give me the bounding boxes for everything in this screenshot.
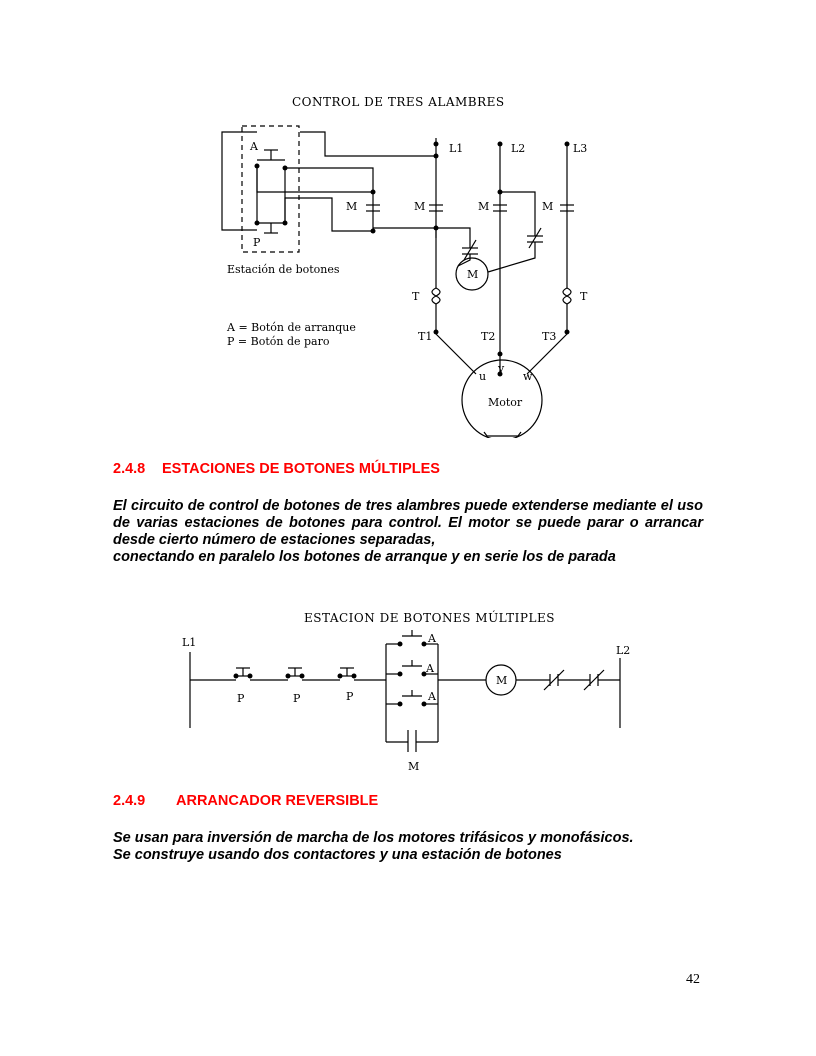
page-number: 42	[686, 972, 700, 987]
label-m-l3: M	[542, 200, 554, 213]
label-coil: M	[496, 674, 508, 687]
label-t2: T2	[481, 330, 496, 343]
label-t3: T3	[542, 330, 557, 343]
label-v: v	[498, 362, 505, 375]
three-wire-control-diagram	[200, 88, 620, 438]
legend-a: A = Botón de arranque	[227, 321, 356, 334]
label-p: P	[253, 236, 261, 249]
label-m-l1: M	[414, 200, 426, 213]
station-caption: Estación de botones	[227, 263, 340, 276]
label-l2: L2	[616, 644, 631, 657]
label-l2: L2	[511, 142, 526, 155]
paragraph-line-2: Se construye usando dos contactores y una estación de botones	[113, 847, 562, 863]
label-a1: A	[428, 632, 436, 645]
multiple-stations-diagram	[170, 596, 650, 776]
label-a: A	[250, 140, 258, 153]
label-t-right: T	[580, 290, 588, 303]
label-a3: A	[428, 690, 436, 703]
label-a2: A	[426, 662, 434, 675]
paragraph-line-1: Se usan para inversión de marcha de los motores trifásicos y monofásicos.	[113, 830, 634, 846]
diagram2-title: ESTACION DE BOTONES MÚLTIPLES	[304, 611, 555, 625]
label-p1: P	[237, 692, 245, 705]
label-l3: L3	[573, 142, 588, 155]
label-l1: L1	[449, 142, 464, 155]
label-motor: Motor	[488, 396, 523, 409]
label-p3: P	[346, 690, 354, 703]
section-number: 2.4.8	[113, 461, 146, 477]
label-w: w	[523, 370, 533, 383]
label-coil: M	[467, 268, 479, 281]
label-p2: P	[293, 692, 301, 705]
label-t1: T1	[418, 330, 433, 343]
label-t-left: T	[412, 290, 420, 303]
diagram1-title: CONTROL DE TRES ALAMBRES	[292, 95, 505, 109]
section-title: ARRANCADOR REVERSIBLE	[176, 793, 379, 809]
label-m-aux: M	[346, 200, 358, 213]
label-u: u	[479, 370, 487, 383]
section-paragraph-2	[113, 830, 703, 864]
section-heading-2-4-8	[113, 461, 440, 477]
paragraph-body: El circuito de control de botones de tres alambres puede extenderse mediante el uso de varias estaciones de botones para control. El motor se puede parar o arrancar desde cierto número de estaciones separadas,	[113, 498, 703, 548]
section-heading-2-4-9	[113, 793, 378, 809]
section-title: ESTACIONES DE BOTONES MÚLTIPLES	[162, 461, 440, 477]
legend-p: P = Botón de paro	[227, 335, 330, 348]
section-number: 2.4.9	[113, 793, 146, 809]
label-m-l2: M	[478, 200, 490, 213]
section-paragraph	[113, 498, 703, 566]
label-l1: L1	[182, 636, 197, 649]
label-m-contact: M	[408, 760, 420, 773]
paragraph-last-line: conectando en paralelo los botones de arranque y en serie los de parada	[113, 549, 616, 565]
